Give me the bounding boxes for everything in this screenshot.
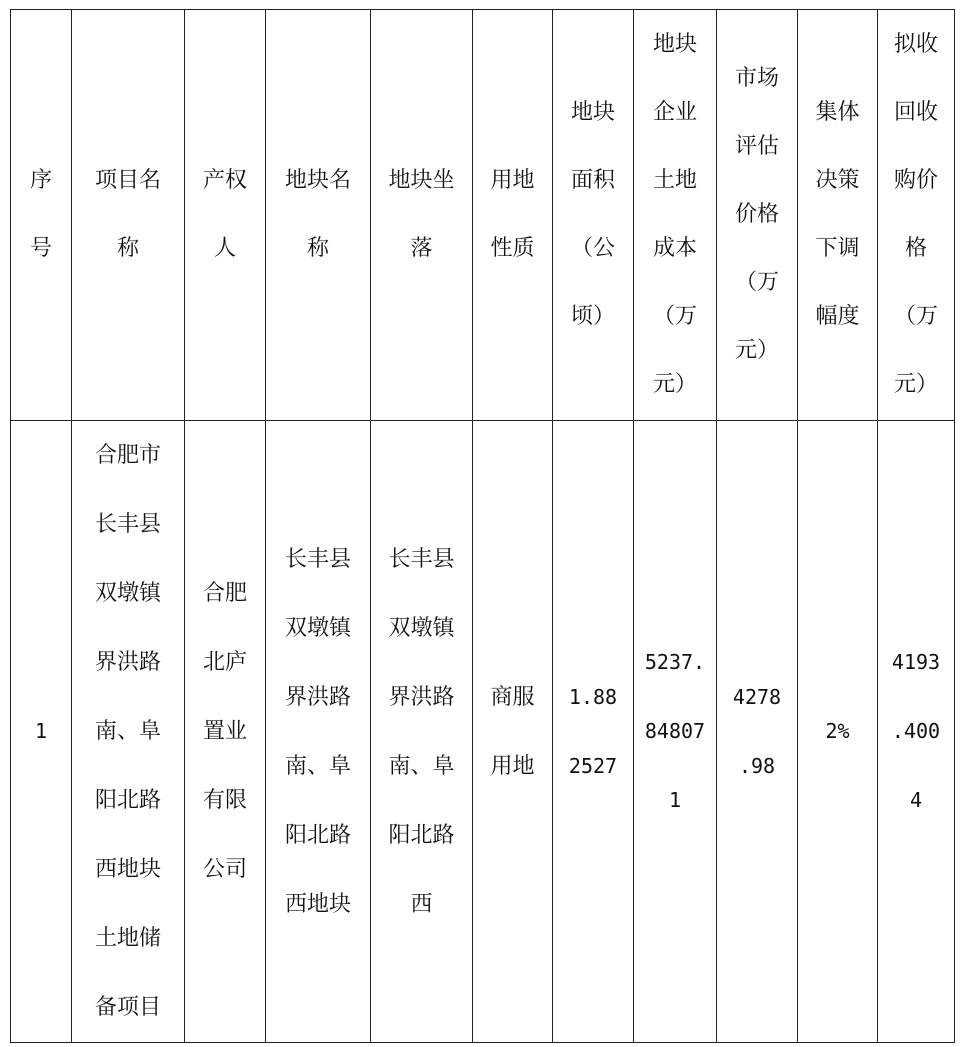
cell-market-price: 4278 .98 — [717, 421, 798, 1043]
cell-project-name: 合肥市 长丰县 双墩镇 界洪路 南、阜 阳北路 西地块 土地储 备项目 — [72, 421, 185, 1043]
header-area: 地块 面积 （公 顷） — [553, 10, 634, 421]
header-owner: 产权 人 — [185, 10, 266, 421]
cell-buyback-price: 4193 .400 4 — [878, 421, 955, 1043]
cell-seq: 1 — [11, 421, 72, 1043]
header-project-name: 项目名 称 — [72, 10, 185, 421]
cell-enterprise-cost: 5237. 84807 1 — [634, 421, 717, 1043]
header-seq: 序 号 — [11, 10, 72, 421]
header-land-use: 用地 性质 — [473, 10, 553, 421]
cell-plot-location: 长丰县 双墩镇 界洪路 南、阜 阳北路 西 — [371, 421, 473, 1043]
header-reduction: 集体 决策 下调 幅度 — [798, 10, 878, 421]
cell-area: 1.88 2527 — [553, 421, 634, 1043]
header-plot-location: 地块坐 落 — [371, 10, 473, 421]
cell-plot-name: 长丰县 双墩镇 界洪路 南、阜 阳北路 西地块 — [266, 421, 371, 1043]
cell-land-use: 商服 用地 — [473, 421, 553, 1043]
cell-owner: 合肥 北庐 置业 有限 公司 — [185, 421, 266, 1043]
header-market-price: 市场 评估 价格 （万 元） — [717, 10, 798, 421]
header-plot-name: 地块名 称 — [266, 10, 371, 421]
cell-reduction: 2% — [798, 421, 878, 1043]
header-enterprise-cost: 地块 企业 土地 成本 （万 元） — [634, 10, 717, 421]
header-buyback-price: 拟收 回收 购价 格 （万 元） — [878, 10, 955, 421]
land-acquisition-table — [10, 9, 955, 1043]
table-row — [11, 421, 955, 1043]
table-header-row — [11, 10, 955, 421]
